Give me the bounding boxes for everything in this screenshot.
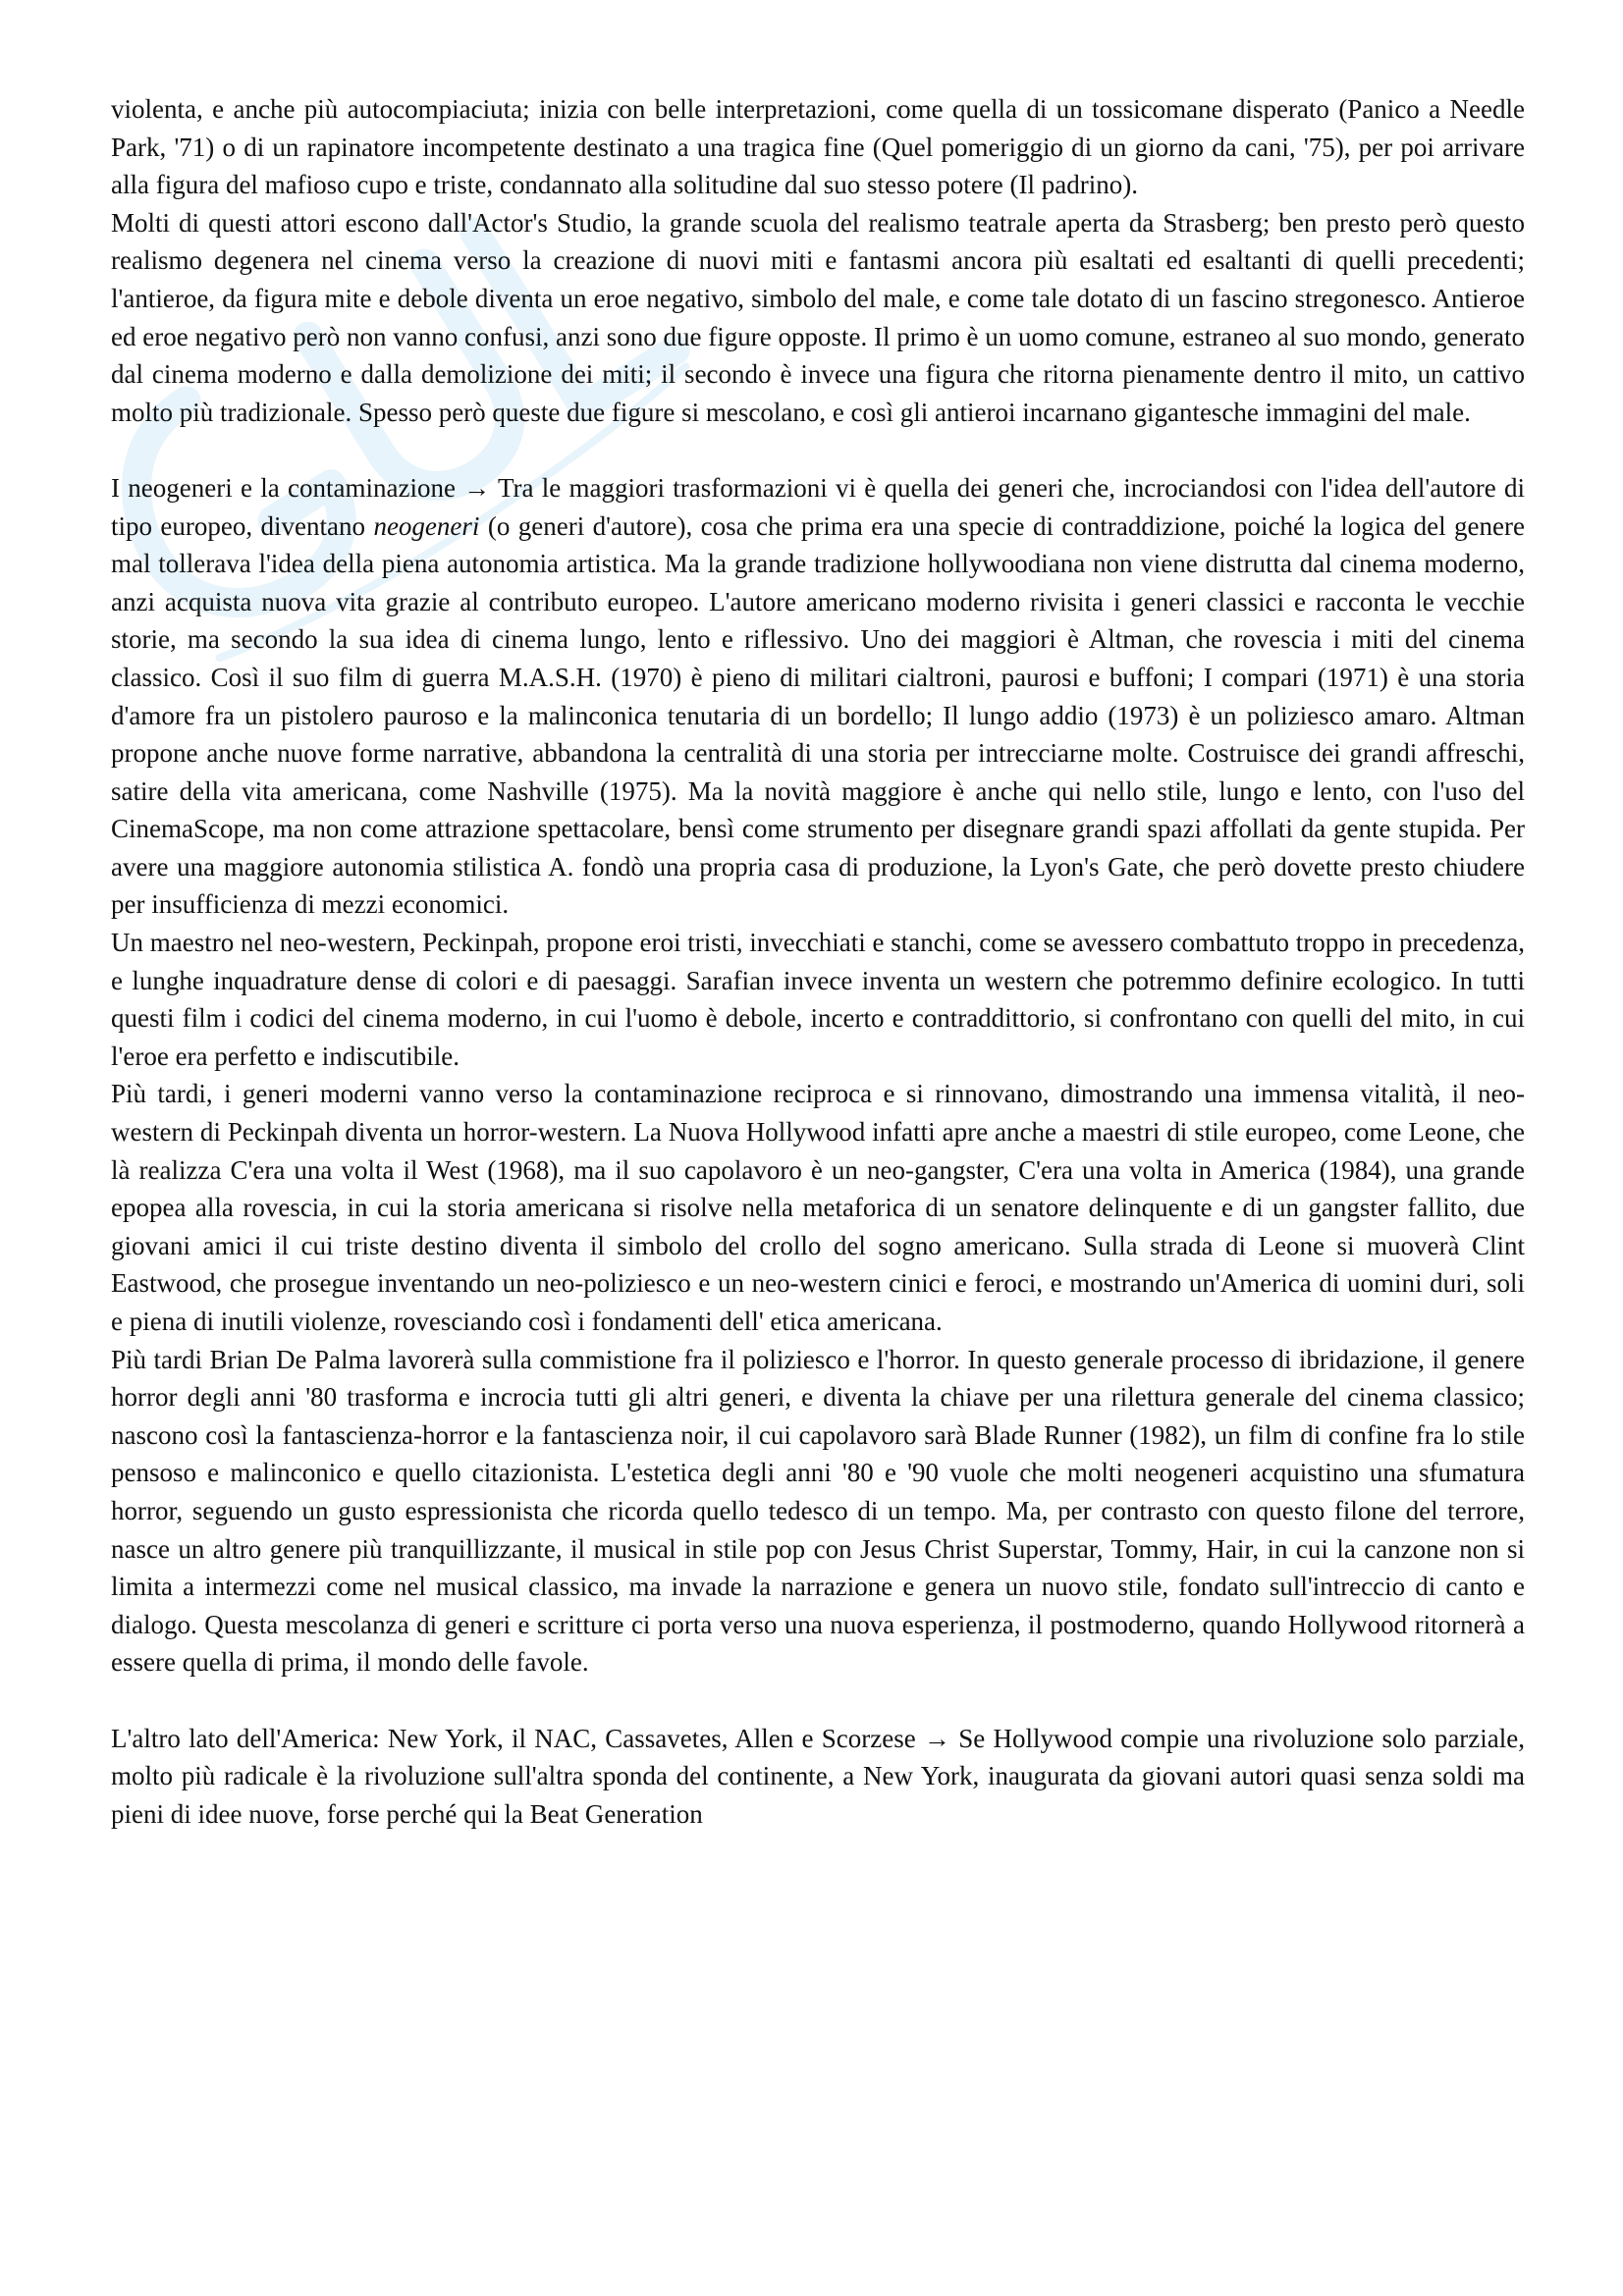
paragraph-ibridazione: Più tardi Brian De Palma lavorerà sulla commistione fra il poliziesco e l'horror. In questo generale processo di ibridazione, il genere horror degli anni '80 trasforma e incrocia tutti gli altri generi, e diventa la chiave per una rilettura generale del cinema classico; nascono così la fantascienza-horror e la fantascienza noir, il cui capolavoro sarà Blade Runner (1982), un film di confine fra lo stile pensoso e malinconico e quello citazionista. L'estetica degli anni '80 e '90 vuole che molti neogeneri acquistino una sfumatura horror, seguendo un gusto espressionista che ricorda quello tedesco di un tempo. Ma, per contrasto con questo filone del terrore, nasce un altro genere più tranquillizzante, il musical in stile pop con Jesus Christ Superstar, Tommy, Hair, in cui la canzone non si limita a intermezzi come nel musical classico, ma invade la narrazione e genera un nuovo stile, fondato sull'intreccio di canto e dialogo. Questa mescolanza di generi e scritture ci porta verso una nuova esperienza, il postmoderno, quando Hollywood ritornerà a essere quella di prima, il mondo delle favole.: [111, 1344, 1525, 1678]
neogeneri-text-after: (o generi d'autore), cosa che prima era una specie di contraddizione, poiché la logica del genere mal tollerava l'idea della piena autonomia artistica. Ma la grande tradizione hollywoodiana non viene distrutta dal cinema moderno, anzi acquista nuova vita grazie al contributo europeo. L'autore americano moderno rivisita i generi classici e racconta le vecchie storie, ma secondo la sua idea di cinema lungo, lento e riflessivo. Uno dei maggiori è Altman, che rovescia i miti del cinema classico. Così il suo film di guerra M.A.S.H. (1970) è pieno di militari cialtroni, paurosi e buffoni; I compari (1971) è una storia d'amore fra un pistolero pauroso e la malinconica tenutaria di un bordello; Il lungo addio (1973) è un poliziesco amaro. Altman propone anche nuove forme narrative, abbandona la centralità di una storia per intrecciarne molte. Costruisce dei grandi affreschi, satire della vita americana, come Nashville (1975). Ma la novità maggiore è anche qui nello stile, lungo e lento, con l'uso del CinemaScope, ma non come attrazione spettacolare, bensì come strumento per disegnare grandi spazi affollati da gente stupida. Per avere una maggiore autonomia stilistica A. fondò una propria casa di produzione, la Lyon's Gate, che però dovette presto chiudere per insufficienza di mezzi economici.: [111, 510, 1525, 920]
neogeneri-text-before: I neogeneri e la contaminazione → Tra le maggiori trasformazioni vi è quella dei generi che, incrociandosi con l'idea dell'autore di tipo europeo, diventano: [111, 472, 1525, 541]
paragraph-neo-western: Un maestro nel neo-western, Peckinpah, propone eroi tristi, invecchiati e stanchi, come se avessero combattuto troppo in precedenza, e lunghe inquadrature dense di colori e di paesaggi. Sarafian invece inventa un western che potremmo definire ecologico. In tutti questi film i codici del cinema moderno, in cui l'uomo è debole, incerto e contraddittorio, si confrontano con quelli del mito, in cui l'eroe era perfetto e indiscutibile.: [111, 928, 1525, 1071]
paragraph-contaminazione: Più tardi, i generi moderni vanno verso la contaminazione reciproca e si rinnovano, dimostrando una immensa vitalità, il neo-western di Peckinpah diventa un horror-western. La Nuova Hollywood infatti apre anche a maestri di stile europeo, come Leone, che là realizza C'era una volta il West (1968), ma il suo capolavoro è un neo-gangster, C'era una volta in America (1984), una grande epopea alla rovescia, in cui la storia americana si risolve nella metaforica di un senatore delinquente e di un gangster fallito, due giovani amici il cui triste destino diventa il simbolo del crollo del sogno americano. Sulla strada di Leone si muoverà Clint Eastwood, che prosegue inventando un neo-poliziesco e un neo-western cinici e feroci, e mostrando un'America di uomini duri, soli e piena di inutili violenze, rovesciando così i fondamenti dell' etica americana.: [111, 1079, 1525, 1336]
paragraph-actors-intro: violenta, e anche più autocompiaciuta; inizia con belle interpretazioni, come quella di un tossicomane disperato (Panico a Needle Park, '71) o di un rapinatore incompetente destinato a una tragica fine (Quel pomeriggio di un giorno da cani, '75), per poi arrivare alla figura del mafioso cupo e triste, condannato alla solitudine dal suo stesso potere (Il padrino).: [111, 94, 1525, 200]
paragraph-neogeneri: [111, 469, 1525, 924]
paragraph-actors-studio: Molti di questi attori escono dall'Actor's Studio, la grande scuola del realismo teatrale aperta da Strasberg; ben presto però questo realismo degenera nel cinema verso la creazione di nuovi miti e fantasmi ancora più esaltati ed esaltanti di quelli precedenti; l'antieroe, da figura mite e debole diventa un eroe negativo, simbolo del male, e come tale dotato di un fascino stregonesco. Antieroe ed eroe negativo però non vanno confusi, anzi sono due figure opposte. Il primo è un uomo comune, estraneo al suo mondo, generato dal cinema moderno e dalla demolizione dei miti; il secondo è invece una figura che ritorna pienamente dentro il mito, un cattivo molto più tradizionale. Spesso però queste due figure si mescolano, e così gli antieroi incarnano gigantesche immagini del male.: [111, 207, 1525, 427]
document-body: [111, 90, 1525, 1833]
paragraph-new-york: L'altro lato dell'America: New York, il NAC, Cassavetes, Allen e Scorzese → Se Hollywood compie una rivoluzione solo parziale, molto più radicale è la rivoluzione sull'altra sponda del continente, a New York, inaugurata da giovani autori quasi senza soldi ma pieni di idee nuove, forse perché qui la Beat Generation: [111, 1723, 1525, 1829]
neogeneri-italic-term: neogeneri: [373, 510, 480, 541]
